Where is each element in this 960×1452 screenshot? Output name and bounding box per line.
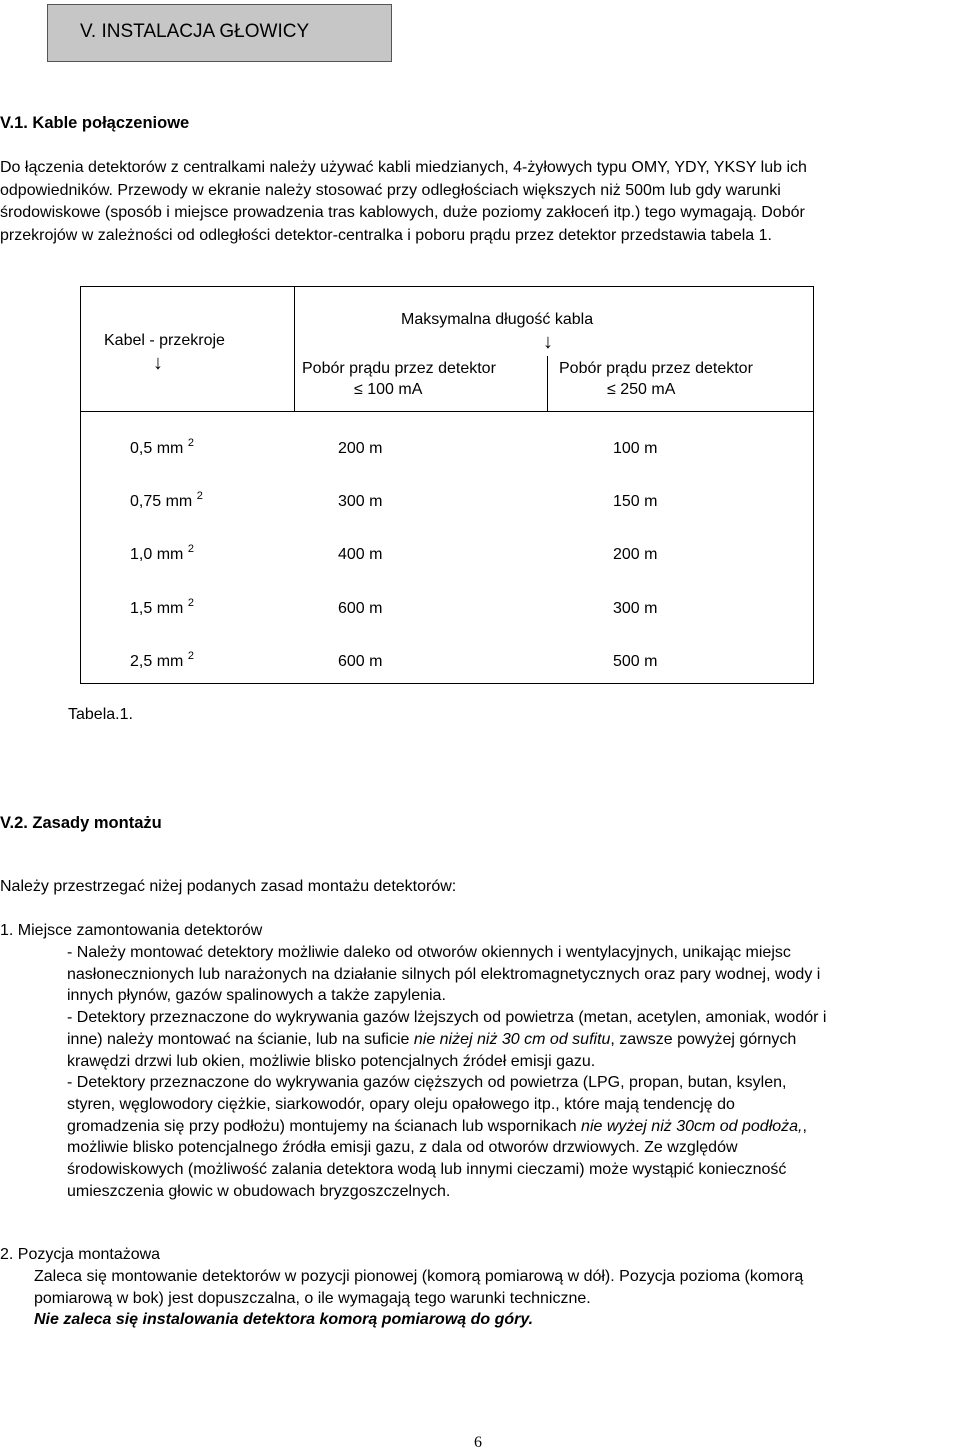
item1-line: styren, węglowodory ciężkie, siarkowodór, opary oleju opałowego itp., które mają tendencję do <box>67 1095 735 1113</box>
item1-title: 1. Miejsce zamontowania detektorów <box>0 922 263 939</box>
row-length-250ma: 150 m <box>613 493 658 510</box>
item1-line: inne) należy montować na ścianie, lub na suficie nie niżej niż 30 cm od sufitu, zawsze powyżej górnych <box>67 1030 797 1048</box>
row-section: 0,5 mm $^2$ <box>130 437 194 457</box>
paragraph-line: przekrojów w zależności od odległości detektor-centralka i poboru prądu przez detektor przedstawia tabela 1. <box>0 226 772 244</box>
item1-line: nasłonecznionych lub narażonych na działanie silnych pól elektromagnetycznych oraz pary wodnej, wody i <box>67 965 821 983</box>
item2-body <box>34 1266 803 1331</box>
heading-mounting-rules: V.2. Zasady montażu <box>0 814 162 832</box>
row-length-100ma: 300 m <box>338 493 383 510</box>
table-col-divider <box>294 286 295 412</box>
item2-warning: Nie zaleca się instalowania detektora komorą pomiarową do góry. <box>34 1311 534 1329</box>
row-section: 2,5 mm $^2$ <box>130 650 194 670</box>
arrow-down-icon: ↓ <box>543 331 553 353</box>
item1-line: środowiskowych (możliwość zalania detektora wodą lub innymi cieczami) może wystąpić konieczność <box>67 1161 787 1179</box>
col-header-250ma-l1: Pobór prądu przez detektor <box>559 360 753 377</box>
section-title-box <box>47 4 392 62</box>
row-length-250ma: 300 m <box>613 600 658 617</box>
item1-line: innych płynów, gazów spalinowych a także zapylenia. <box>67 987 446 1005</box>
paragraph-line: Do łączenia detektorów z centralkami należy używać kabli miedzianych, 4-żyłowych typu OMY, YDY, YKSY lub ich <box>0 159 807 176</box>
item1-line: - Detektory przeznaczone do wykrywania gazów lżejszych od powietrza (metan, acetylen, amoniak, wodór i <box>67 1009 827 1027</box>
table-subcol-divider <box>547 356 548 412</box>
row-length-250ma: 500 m <box>613 653 658 670</box>
col-header-100ma-l1: Pobór prądu przez detektor <box>302 360 496 377</box>
item2-line: pomiarową w bok) jest dopuszczalna, o ile wymagają tego warunki techniczne. <box>34 1289 591 1307</box>
row-section: 1,0 mm $^2$ <box>130 543 194 563</box>
item1-line: umieszczenia głowic w obudowach bryzgoszczelnych. <box>67 1182 451 1200</box>
item1-line: gromadzenia się przy podłożu) montujemy na ścianach lub wspornikach nie wyżej niż 30cm od podłoża,, <box>67 1117 807 1135</box>
item1-body <box>67 942 826 1202</box>
item1-line: - Należy montować detektory możliwie daleko od otworów okiennych i wentylacyjnych, unikając miejsc <box>67 944 791 961</box>
section-title: V. INSTALACJA GŁOWICY <box>80 21 310 42</box>
item2-line: Zaleca się montowanie detektorów w pozycji pionowej (komorą pomiarową w dół). Pozycja pozioma (komorą <box>34 1268 804 1285</box>
table-caption: Tabela.1. <box>68 706 133 723</box>
col-header-100ma-l2: ≤ 100 mA <box>354 381 423 398</box>
row-section: 0,75 mm $^2$ <box>130 490 203 510</box>
heading-cables: V.1. Kable połączeniowe <box>0 114 190 132</box>
item1-line: - Detektory przeznaczone do wykrywania gazów cięższych od powietrza (LPG, propan, butan, ksylen, <box>67 1074 787 1092</box>
row-length-100ma: 600 m <box>338 653 383 670</box>
item1-line: możliwie blisko potencjalnego źródła emisji gazu, z dala od otworów drzwiowych. Ze względów <box>67 1139 738 1157</box>
paragraph-line: odpowiedników. Przewody w ekranie należy stosować przy odległościach większych niż 500m lub gdy warunki <box>0 181 781 199</box>
mounting-intro: Należy przestrzegać niżej podanych zasad montażu detektorów: <box>0 878 457 895</box>
arrow-down-icon: ↓ <box>153 352 163 374</box>
group-header-max-length: Maksymalna długość kabla <box>401 311 594 328</box>
row-length-250ma: 100 m <box>613 440 658 457</box>
table-header-divider <box>80 411 814 412</box>
col-header-250ma-l2: ≤ 250 mA <box>607 381 676 398</box>
item1-line: krawędzi drzwi lub okien, możliwie blisko potencjalnych źródeł emisji gazu. <box>67 1052 596 1070</box>
row-length-250ma: 200 m <box>613 546 658 563</box>
row-section: 1,5 mm $^2$ <box>130 597 194 617</box>
paragraph-line: środowiskowe (sposób i miejsce prowadzenia tras kablowych, duże poziomy zakłoceń itp.) tego wymagają. Dobór <box>0 204 805 221</box>
col-header-cable: Kabel - przekroje <box>104 332 225 349</box>
paragraph-cables <box>0 157 807 247</box>
row-length-100ma: 400 m <box>338 546 383 563</box>
row-length-100ma: 200 m <box>338 440 383 457</box>
item2-title: 2. Pozycja montażowa <box>0 1246 161 1263</box>
row-length-100ma: 600 m <box>338 600 383 617</box>
page-number: 6 <box>474 1434 482 1451</box>
